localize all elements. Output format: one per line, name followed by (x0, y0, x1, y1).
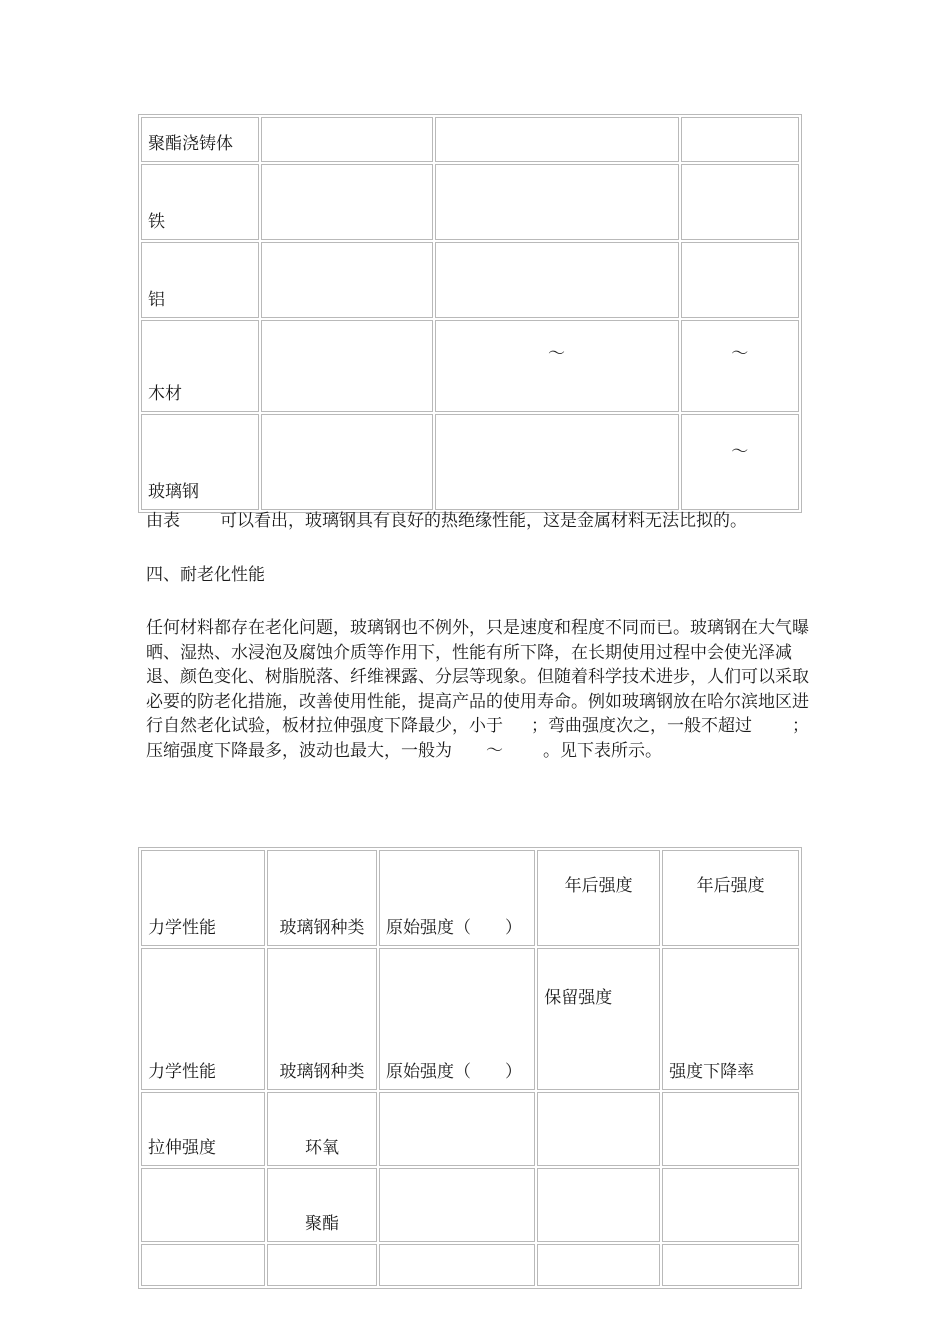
table-cell (681, 164, 799, 240)
table-cell: 铝 (141, 242, 259, 318)
paragraph-text: 。见下表所示。 (543, 740, 662, 761)
table-cell (537, 1168, 660, 1242)
table-cell (662, 1168, 799, 1242)
table-cell (681, 117, 799, 162)
table-cell (379, 1168, 535, 1242)
table-cell (379, 1092, 535, 1166)
table-row (141, 242, 799, 318)
paragraph-text: ；压缩强度下降最多，波动也最大，一般为 (146, 716, 809, 761)
table-cell (662, 1244, 799, 1286)
table-row (141, 1092, 799, 1166)
paragraph-text: 任何材料都存在老化问题，玻璃钢也不例外，只是速度和程度不同而已。玻璃钢在大气曝晒、湿热、水浸泡及腐蚀介质等作用下，性能有所下降，在长期使用过程中会使光泽减退、颜色变化、树脂脱落、纤维裸露、分层等现象。但随着科学技术进步，人们可以采取必要的防老化措施，改善使用性能，提高产品的使用寿命。例如玻璃钢放在哈尔滨地区进行自然老化试验，板材拉伸强度下降最少，小于 (146, 618, 809, 736)
table-cell: 玻璃钢种类 (267, 850, 377, 946)
table-cell: ～ (681, 320, 799, 412)
table-cell (267, 1244, 377, 1286)
table-cell: 玻璃钢 (141, 414, 259, 510)
table-cell: 强度下降率 (662, 948, 799, 1090)
paragraph-text: ；弯曲强度次之，一般不超过 (531, 716, 752, 736)
table-row (141, 948, 799, 1090)
table-cell (261, 117, 432, 162)
table-cell: ～ (435, 320, 679, 412)
table-row (141, 117, 799, 162)
table-row (141, 850, 799, 946)
table-cell: 保留强度 (537, 948, 660, 1090)
table-cell (435, 164, 679, 240)
paragraph-text: 由表 (146, 511, 180, 531)
table-cell: 玻璃钢种类 (267, 948, 377, 1090)
table-cell: 原始强度（ ） (379, 850, 535, 946)
table-row (141, 320, 799, 412)
table-cell: 聚酯浇铸体 (141, 117, 259, 162)
table-cell: 木材 (141, 320, 259, 412)
table-cell: 环氧 (267, 1092, 377, 1166)
table-cell: 年后强度 (537, 850, 660, 946)
table-row (141, 1244, 799, 1286)
table-cell: 铁 (141, 164, 259, 240)
table-cell (261, 164, 432, 240)
table-cell (261, 414, 432, 510)
table-cell (537, 1244, 660, 1286)
table-cell (681, 242, 799, 318)
table-cell (141, 1168, 265, 1242)
paragraph-text: 可以看出，玻璃钢具有良好的热绝缘性能，这是金属材料无法比拟的。 (220, 511, 747, 531)
table-row (141, 414, 799, 510)
table-cell: 原始强度（ ） (379, 948, 535, 1090)
paragraph-text: ～ (486, 740, 503, 761)
aging-strength-table (138, 847, 802, 1289)
table-cell: 力学性能 (141, 850, 265, 946)
table-cell: ～ (681, 414, 799, 510)
table-cell: 年后强度 (662, 850, 799, 946)
table-cell (537, 1092, 660, 1166)
thermal-properties-table (138, 114, 802, 513)
paragraph (146, 616, 810, 763)
table-cell (435, 242, 679, 318)
table-cell (379, 1244, 535, 1286)
table-row (141, 1168, 799, 1242)
table-cell (435, 117, 679, 162)
table-cell (261, 320, 432, 412)
table-cell: 力学性能 (141, 948, 265, 1090)
table-cell (662, 1092, 799, 1166)
table-cell (435, 414, 679, 510)
section-heading: 四、耐老化性能 (146, 565, 265, 585)
paragraph (146, 509, 810, 534)
table-cell (261, 242, 432, 318)
table-cell (141, 1244, 265, 1286)
table-cell: 聚酯 (267, 1168, 377, 1242)
table-cell: 拉伸强度 (141, 1092, 265, 1166)
table-row (141, 164, 799, 240)
